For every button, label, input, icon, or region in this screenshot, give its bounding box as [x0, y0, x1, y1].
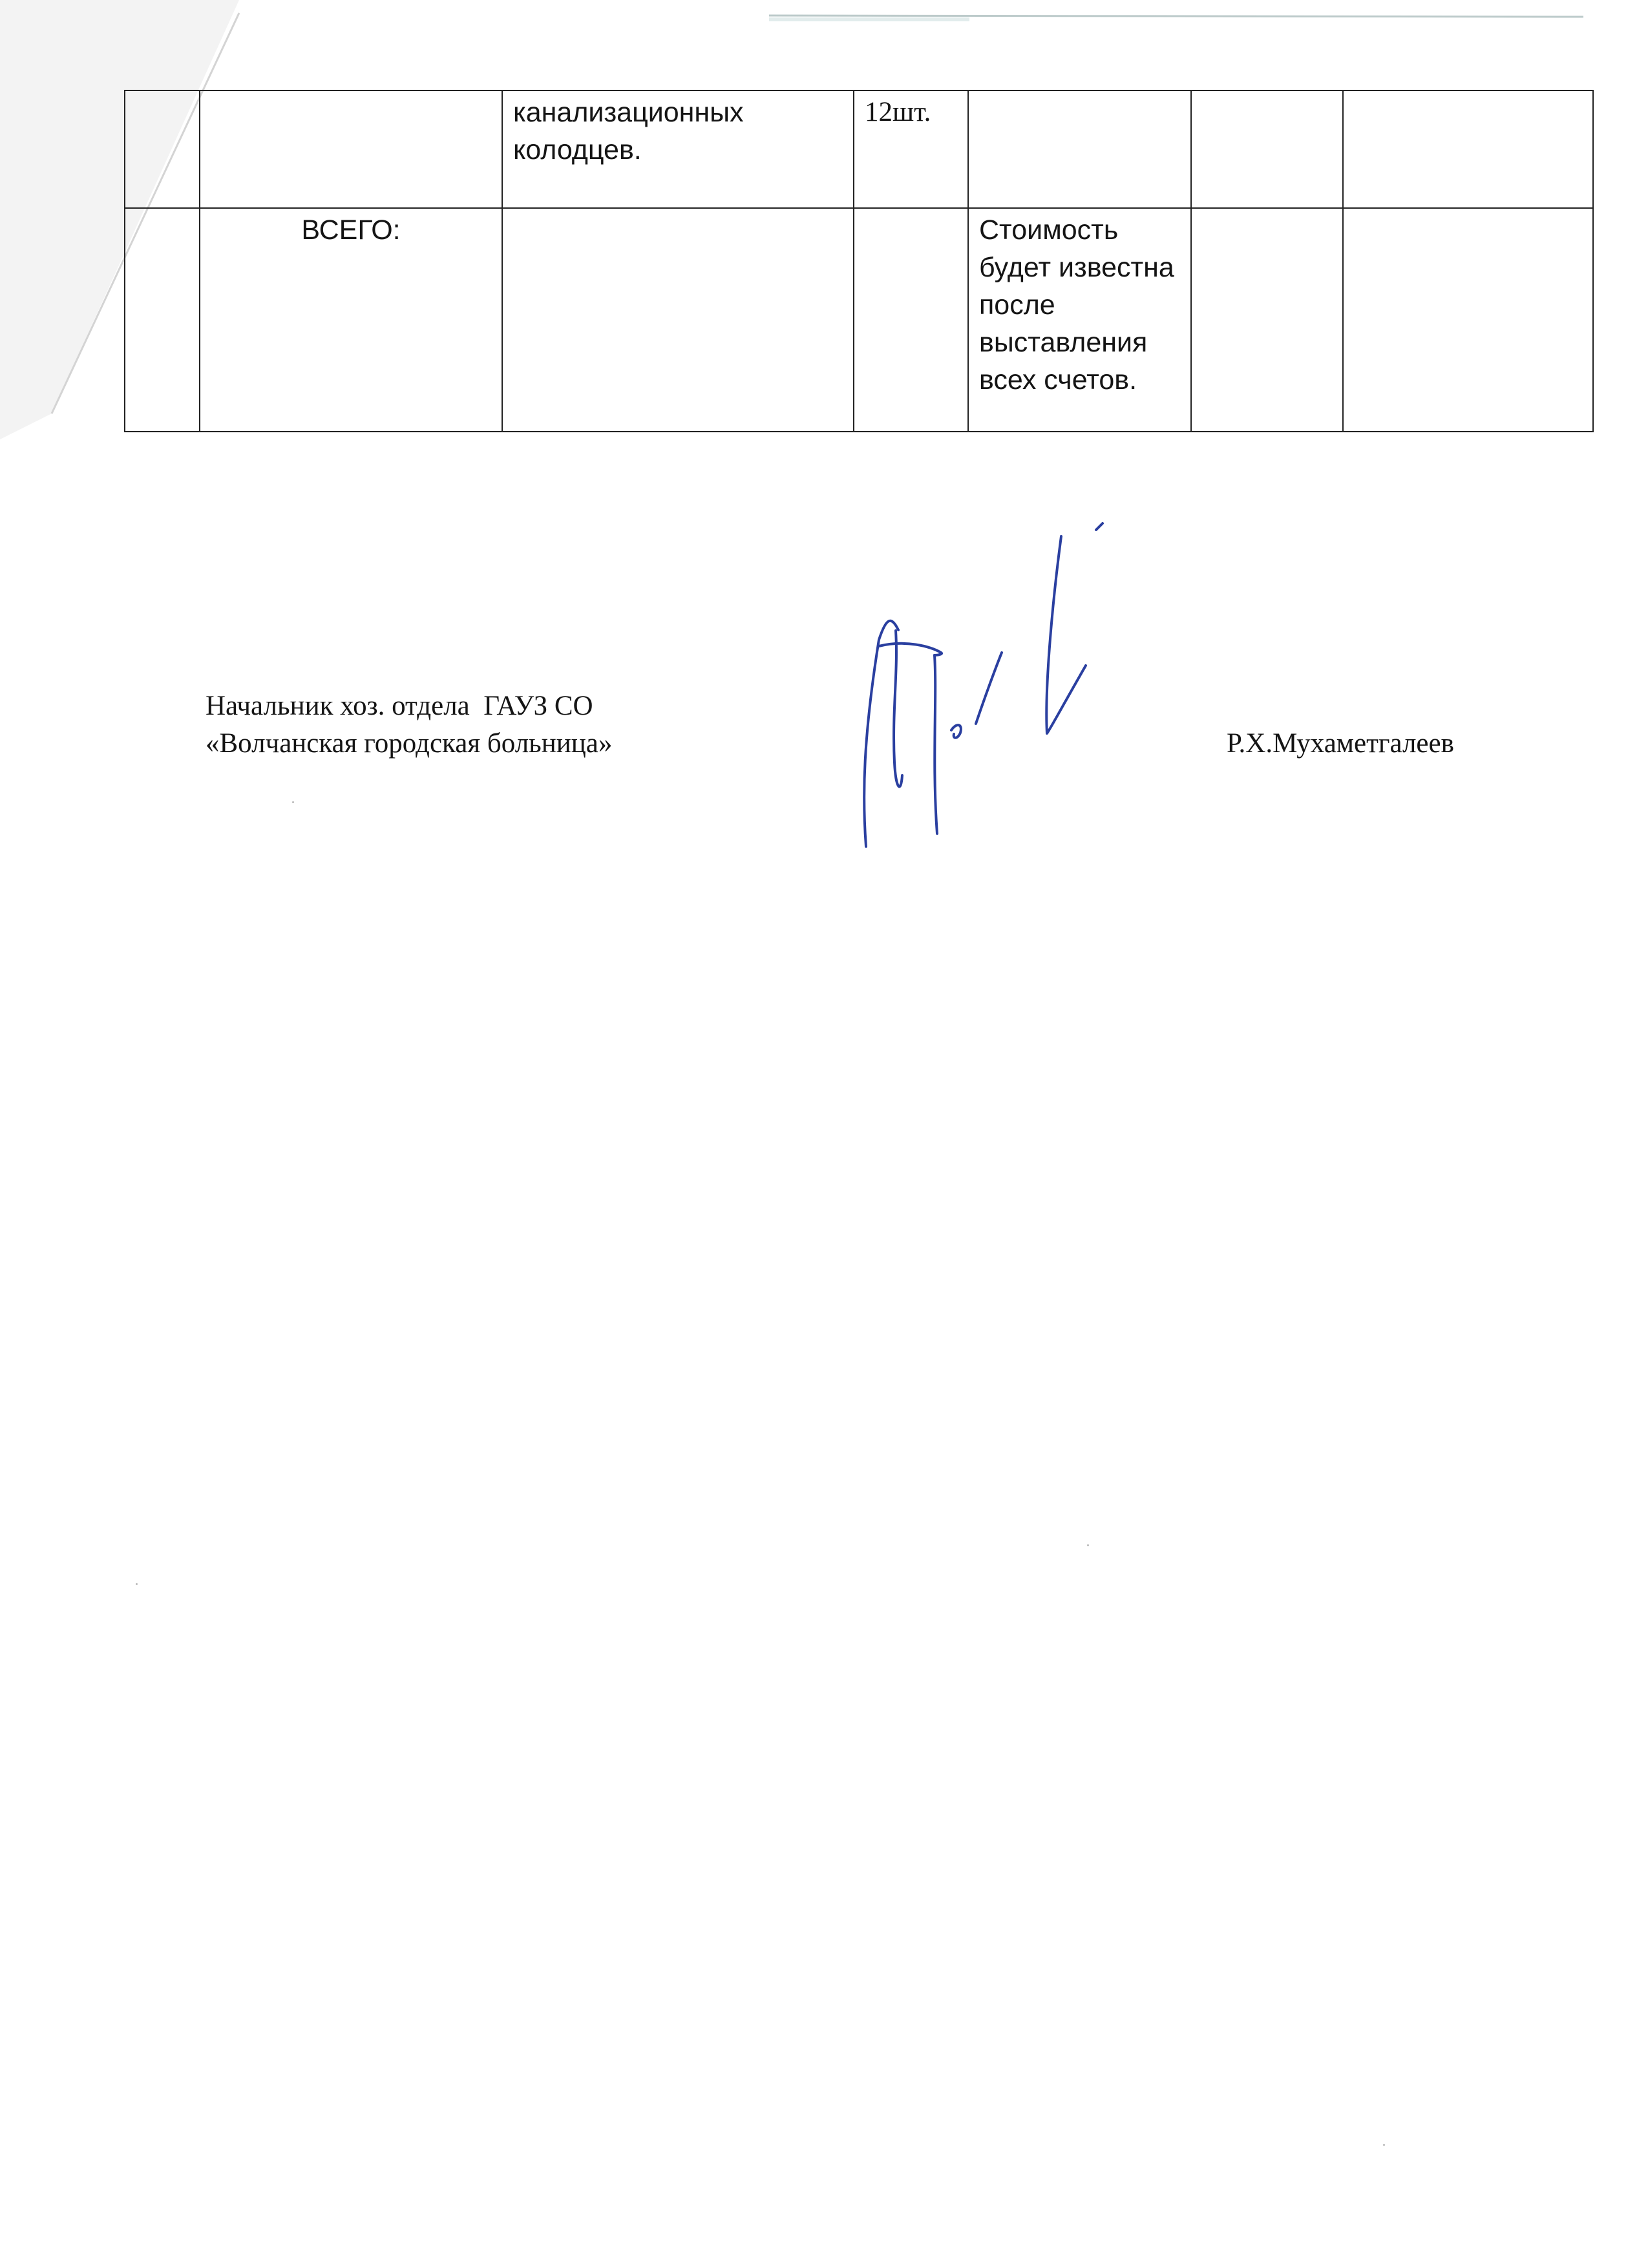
organization-line: «Волчанская городская больница»	[206, 728, 613, 759]
handwritten-signature	[853, 517, 1137, 866]
extra-cell	[1191, 208, 1343, 432]
extra-cell	[1191, 90, 1343, 208]
row-number-cell	[125, 208, 200, 432]
table-row-total	[125, 208, 1593, 432]
scan-speck	[292, 801, 294, 803]
total-label-cell: ВСЕГО:	[200, 208, 502, 432]
scan-speck	[136, 1583, 138, 1585]
scan-speck	[1087, 1544, 1089, 1546]
row-number-cell	[125, 90, 200, 208]
note-cell	[1343, 208, 1593, 432]
cost-table	[124, 90, 1594, 432]
quantity-cell	[854, 208, 968, 432]
total-cost-cell: Стоимость будет известна после выставления всех счетов.	[968, 208, 1191, 432]
name-cell	[200, 90, 502, 208]
signatory-title	[206, 688, 612, 762]
table-row	[125, 90, 1593, 208]
position-line: Начальник хоз. отдела ГАУЗ СО	[206, 691, 593, 721]
description-cell	[502, 208, 854, 432]
note-cell	[1343, 90, 1593, 208]
quantity-cell: 12шт.	[854, 90, 968, 208]
cost-cell	[968, 90, 1191, 208]
scan-speck	[1383, 2144, 1385, 2146]
description-cell: канализационных колодцев.	[502, 90, 854, 208]
signatory-name: Р.Х.Мухаметгалеев	[1227, 728, 1454, 759]
